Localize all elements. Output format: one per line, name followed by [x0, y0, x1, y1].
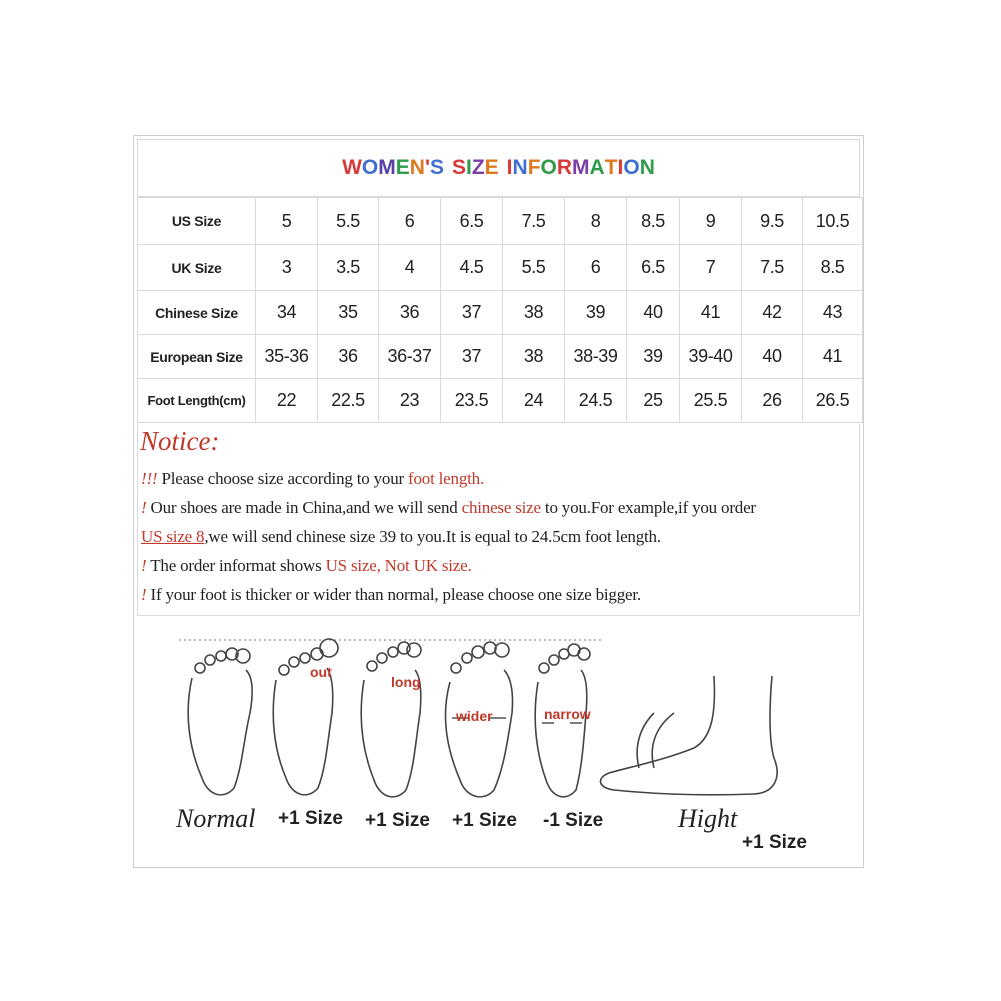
exclamation-mark: ! — [141, 585, 147, 604]
table-cell: 7.5 — [503, 198, 565, 245]
caption-minus1-narrow: -1 Size — [543, 810, 604, 831]
long-foot-icon — [361, 642, 421, 797]
table-cell: 3.5 — [318, 245, 379, 291]
exclamation-mark: ! — [141, 498, 147, 517]
table-cell: 26 — [742, 379, 803, 423]
table-cell: 41 — [803, 335, 863, 379]
out-foot-icon — [273, 639, 338, 795]
table-cell: 40 — [742, 335, 803, 379]
title-letter: S — [429, 156, 444, 179]
caption-normal: Normal — [176, 804, 256, 833]
table-cell: 5 — [256, 198, 318, 245]
table-cell: 41 — [680, 291, 742, 335]
table-cell: 7 — [680, 245, 742, 291]
row-header: UK Size — [138, 245, 256, 291]
table-cell: 5.5 — [318, 198, 379, 245]
table-cell: 22 — [256, 379, 318, 423]
table-cell: 6 — [379, 198, 441, 245]
title-letter: T — [604, 156, 618, 179]
notice-section — [137, 424, 860, 616]
table-cell: 34 — [256, 291, 318, 335]
table-cell: 5.5 — [503, 245, 565, 291]
table-cell: 25 — [627, 379, 680, 423]
title-letter: N — [639, 156, 655, 179]
title-letter: N — [409, 156, 425, 179]
table-cell: 6.5 — [627, 245, 680, 291]
table-cell: 26.5 — [803, 379, 863, 423]
table-row — [138, 245, 863, 291]
table-cell: 8.5 — [627, 198, 680, 245]
table-cell: 42 — [742, 291, 803, 335]
table-cell: 8.5 — [803, 245, 863, 291]
title-letter: O — [361, 156, 379, 179]
table-cell: 22.5 — [318, 379, 379, 423]
exclamation-mark: ! — [141, 556, 147, 575]
table-cell: 24.5 — [565, 379, 627, 423]
caption-plus1-hight: +1 Size — [742, 832, 807, 853]
notice-line-1: !!! Please choose size according to your foot length. — [141, 469, 484, 488]
caption-hight: Hight — [678, 804, 738, 833]
title-letter: O — [540, 156, 557, 179]
table-cell: 39 — [627, 335, 680, 379]
caption-plus1-wider: +1 Size — [452, 810, 517, 831]
exclamation-mark: !!! — [141, 469, 158, 488]
foot-shape-illustration — [134, 618, 863, 868]
title-letter: I — [617, 156, 624, 179]
size-chart-frame — [133, 135, 864, 868]
title-letter: A — [589, 156, 605, 179]
title-letter: M — [572, 156, 590, 179]
notice-line-3: US size 8,we will send chinese size 39 to you.It is equal to 24.5cm foot length. — [141, 527, 661, 546]
size-table — [137, 197, 863, 423]
table-cell: 23 — [379, 379, 441, 423]
table-cell: 35 — [318, 291, 379, 335]
table-cell: 7.5 — [742, 245, 803, 291]
table-cell: 6.5 — [441, 198, 503, 245]
table-cell: 35-36 — [256, 335, 318, 379]
table-cell: 36-37 — [379, 335, 441, 379]
caption-plus1-out: +1 Size — [278, 808, 343, 829]
table-cell: 38-39 — [565, 335, 627, 379]
notice-line-2: ! Our shoes are made in China,and we will send chinese size to you.For example,if you order — [141, 498, 756, 517]
row-header: Foot Length(cm) — [138, 379, 256, 423]
table-cell: 10.5 — [803, 198, 863, 245]
table-cell: 4 — [379, 245, 441, 291]
title-letter: W — [342, 156, 362, 179]
title-letter: N — [512, 156, 528, 179]
table-row — [138, 335, 863, 379]
notice-title: Notice: — [140, 426, 220, 456]
title-letter: I — [465, 156, 472, 179]
chart-title — [137, 139, 860, 197]
title-letter: E — [484, 156, 499, 179]
long-label: long — [391, 674, 421, 690]
notice-line-4: ! The order informat shows US size, Not UK size. — [141, 556, 472, 575]
table-cell: 23.5 — [441, 379, 503, 423]
table-cell: 8 — [565, 198, 627, 245]
table-cell: 9 — [680, 198, 742, 245]
narrow-label: narrow — [544, 706, 591, 722]
side-foot-icon — [600, 676, 777, 795]
table-cell: 4.5 — [441, 245, 503, 291]
table-cell: 9.5 — [742, 198, 803, 245]
title-letter: S — [451, 156, 466, 179]
title-letter: R — [556, 156, 573, 179]
table-cell: 36 — [379, 291, 441, 335]
table-cell: 3 — [256, 245, 318, 291]
table-cell: 37 — [441, 291, 503, 335]
table-cell: 6 — [565, 245, 627, 291]
row-header: European Size — [138, 335, 256, 379]
title-letter: O — [623, 156, 640, 179]
normal-foot-icon — [188, 648, 252, 795]
row-header: Chinese Size — [138, 291, 256, 335]
table-cell: 24 — [503, 379, 565, 423]
table-cell: 25.5 — [680, 379, 742, 423]
table-row — [138, 198, 863, 245]
table-row — [138, 291, 863, 335]
table-cell: 39 — [565, 291, 627, 335]
table-cell: 38 — [503, 335, 565, 379]
wider-label: wider — [456, 708, 493, 724]
table-cell: 38 — [503, 291, 565, 335]
table-cell: 36 — [318, 335, 379, 379]
caption-plus1-long: +1 Size — [365, 810, 430, 831]
table-cell: 39-40 — [680, 335, 742, 379]
table-cell: 43 — [803, 291, 863, 335]
title-letter: ' — [424, 156, 430, 179]
table-cell: 37 — [441, 335, 503, 379]
row-header: US Size — [138, 198, 256, 245]
title-letter: M — [378, 156, 396, 179]
title-letter: Z — [471, 156, 485, 179]
title-letter: I — [506, 156, 513, 179]
title-letter: E — [395, 156, 410, 179]
table-row — [138, 379, 863, 423]
notice-line-5: ! If your foot is thicker or wider than normal, please choose one size bigger. — [141, 585, 641, 604]
out-label: out — [310, 664, 332, 680]
table-cell: 40 — [627, 291, 680, 335]
title-letter: F — [527, 156, 541, 179]
